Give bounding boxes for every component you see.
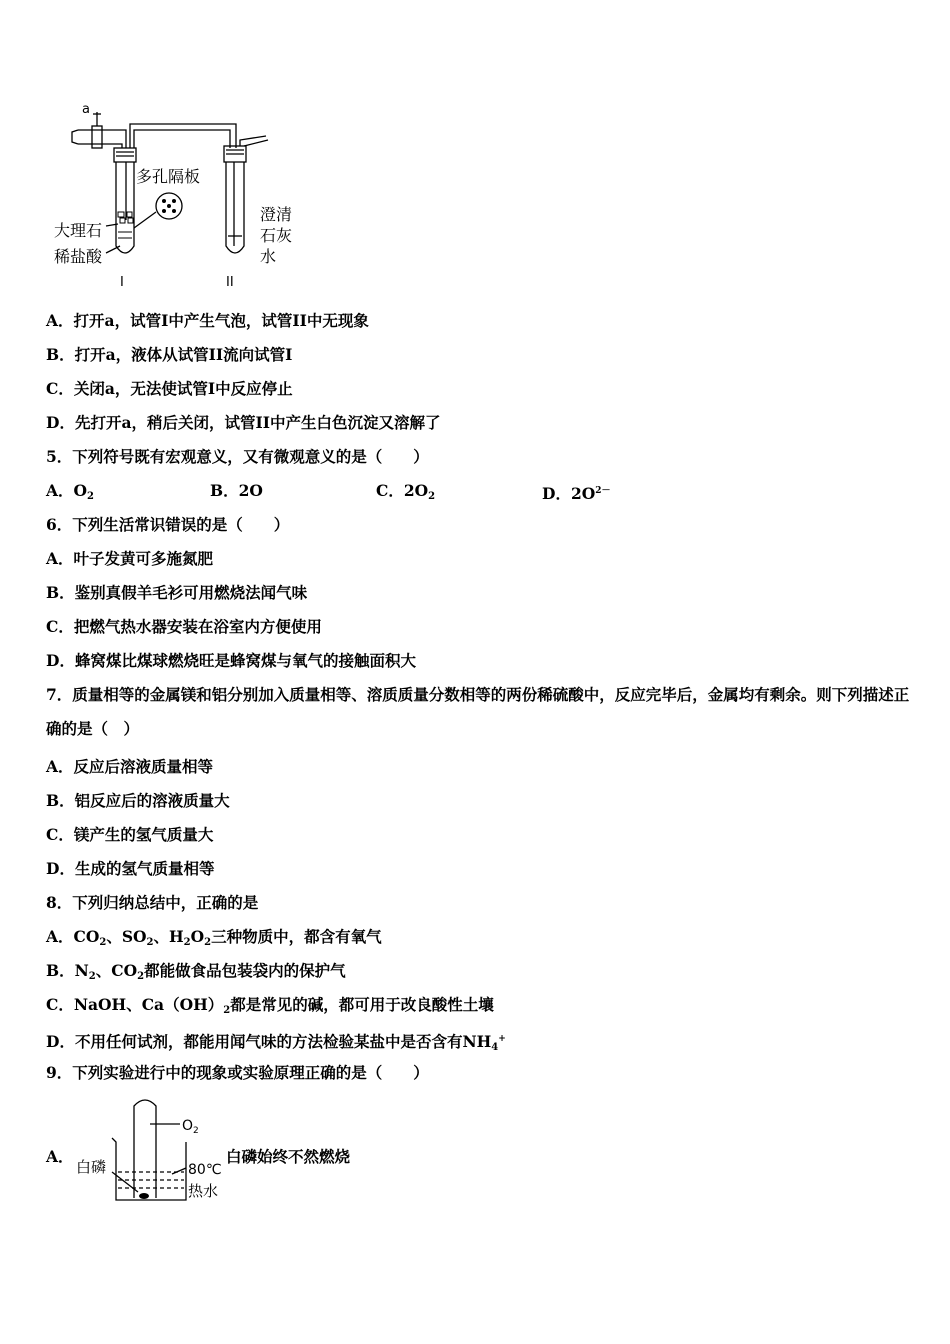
q7-option-c: C．镁产生的氢气质量大: [46, 825, 214, 844]
q5-option-a: A．$O_2$: [46, 481, 94, 502]
q4-option-d: D．先打开a，稍后关闭，试管II中产生白色沉淀又溶解了: [46, 413, 441, 432]
q9-option-a-text: 白磷始终不然燃烧: [226, 1147, 351, 1166]
q4-option-a: A．打开a，试管I中产生气泡，试管II中无现象: [46, 311, 369, 330]
q6-option-b: B．鉴别真假羊毛衫可用燃烧法闻气味: [46, 583, 308, 602]
phosphorus-label: 白磷: [76, 1158, 107, 1176]
q6-stem: 6．下列生活常识错误的是（ ）: [46, 515, 290, 534]
limewater-label-3: 水: [260, 247, 277, 266]
valve-label: a: [82, 102, 90, 117]
q4-option-b: B．打开a，液体从试管II流向试管I: [46, 345, 293, 364]
q8-option-d: D．不用任何试剂，都能用闻气味的方法检验某盐中是否含有$NH_4^+$: [46, 1032, 506, 1053]
temperature-label: 80℃: [188, 1162, 222, 1178]
o2-label: $O_2$: [182, 1118, 199, 1136]
q8-option-a: A．$CO_2$、$SO_2$、$H_2O_2$三种物质中，都含有氧气: [46, 927, 382, 948]
q7-option-d: D．生成的氢气质量相等: [46, 859, 215, 878]
q4-option-c: C．关闭a，无法使试管I中反应停止: [46, 379, 293, 398]
limewater-label-1: 澄清: [260, 205, 293, 224]
q9-stem: 9．下列实验进行中的现象或实验原理正确的是（ ）: [46, 1063, 429, 1082]
q7-option-b: B．铝反应后的溶液质量大: [46, 791, 230, 810]
q5-stem: 5．下列符号既有宏观意义，又有微观意义的是（ ）: [46, 447, 429, 466]
tube2-label: II: [226, 275, 234, 290]
q5-options: [46, 481, 906, 501]
limewater-label-2: 石灰: [260, 226, 293, 245]
q7-option-a: A．反应后溶液质量相等: [46, 757, 214, 776]
q8-option-b: B．$N_2$、$CO_2$都能做食品包装袋内的保护气: [46, 961, 346, 982]
q8-stem: 8．下列归纳总结中，正确的是: [46, 893, 259, 912]
acid-label: 稀盐酸: [54, 247, 103, 266]
marble-label: 大理石: [54, 221, 103, 240]
q7-stem: 7．质量相等的金属镁和铝分别加入质量相等、溶质质量分数相等的两份稀硫酸中，反应完毕后，金属均有剩余。则下列描述正确的是（ ）: [46, 685, 910, 738]
q5-option-d: D．$2O^{2-}$: [542, 484, 611, 503]
q6-option-d: D．蜂窝煤比煤球燃烧旺是蜂窝煤与氧气的接触面积大: [46, 651, 416, 670]
q6-option-a: A．叶子发黄可多施氮肥: [46, 549, 214, 568]
q6-option-c: C．把燃气热水器安装在浴室内方便使用: [46, 617, 322, 636]
phosphorus-figure: [72, 1092, 232, 1207]
plate-label: 多孔隔板: [136, 167, 201, 186]
q8-option-c: C．NaOH、$Ca(OH)_2$都是常见的碱，都可用于改良酸性土壤: [46, 995, 494, 1016]
hot-water-label: 热水: [188, 1182, 219, 1200]
q5-option-b: B．2O: [210, 481, 263, 500]
tube1-label: I: [120, 275, 124, 290]
q5-option-c: C．$2O_2$: [376, 481, 436, 502]
q9-option-a-label: A．: [46, 1147, 74, 1166]
apparatus-figure: [48, 100, 308, 295]
